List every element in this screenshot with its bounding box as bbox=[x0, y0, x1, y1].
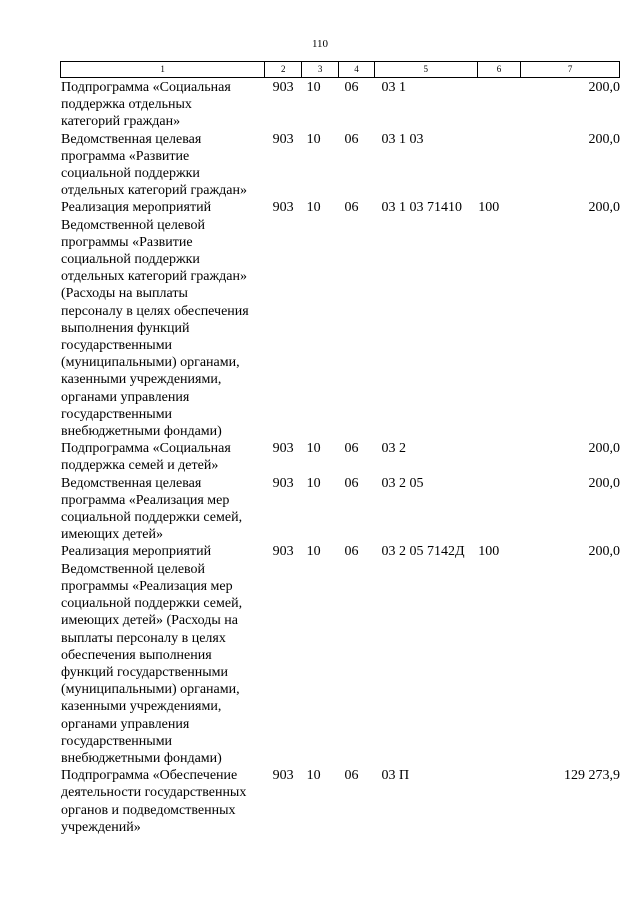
description-line: Подпрограмма «Обеспечение bbox=[61, 768, 238, 784]
row-col-6 bbox=[478, 475, 522, 544]
description-line: (муниципальными) органами, bbox=[61, 682, 240, 698]
description-line: Ведомственная целевая bbox=[61, 131, 202, 147]
row-col-6 bbox=[478, 767, 522, 836]
description-line: обеспечения выполнения bbox=[61, 647, 212, 663]
description-line: Реализация мероприятий bbox=[61, 544, 212, 560]
row-col-5: 03 2 bbox=[381, 441, 406, 457]
header-col-1: 1 bbox=[61, 62, 265, 77]
table-row bbox=[60, 543, 620, 767]
description-line: функций государственными bbox=[61, 664, 229, 680]
description-line: (Расходы на выплаты bbox=[61, 286, 188, 302]
header-col-7: 7 bbox=[567, 64, 573, 74]
description-line: Реализация мероприятий bbox=[61, 200, 212, 216]
description-line: поддержка семей и детей» bbox=[61, 458, 219, 474]
description-line: казенными учреждениями, bbox=[61, 699, 222, 715]
description-line: персоналу в целях обеспечения bbox=[61, 303, 249, 319]
description-line: категорий граждан» bbox=[61, 114, 181, 130]
table-row bbox=[60, 475, 620, 544]
row-description bbox=[60, 131, 266, 200]
row-description bbox=[60, 767, 266, 836]
row-col-3: 10 bbox=[306, 131, 321, 147]
row-col-7: 200,0 bbox=[588, 475, 620, 491]
description-line: Ведомственная целевая bbox=[61, 475, 202, 491]
description-line: Ведомственной целевой bbox=[61, 217, 206, 233]
page-number: 110 bbox=[311, 38, 329, 50]
table-row bbox=[60, 131, 620, 200]
description-line: органами управления bbox=[61, 389, 190, 405]
row-col-3: 10 bbox=[306, 441, 321, 457]
row-col-4: 06 bbox=[344, 441, 359, 457]
header-col-3: 3 bbox=[302, 62, 339, 77]
description-line: отдельных категорий граждан» bbox=[61, 183, 247, 199]
row-col-7: 200,0 bbox=[588, 441, 620, 457]
description-line: Ведомственной целевой bbox=[61, 561, 206, 577]
row-col-3: 10 bbox=[306, 80, 321, 95]
description-line: государственными bbox=[61, 733, 173, 749]
header-col-5: 5 bbox=[375, 62, 478, 77]
description-line: социальной поддержки bbox=[61, 252, 200, 268]
row-col-6 bbox=[478, 79, 522, 131]
row-description bbox=[60, 199, 266, 440]
description-line: программы «Развитие bbox=[61, 234, 193, 250]
description-line: выполнения функций bbox=[61, 320, 190, 336]
row-col-3: 10 bbox=[306, 200, 321, 216]
header-col-2: 2 bbox=[265, 62, 302, 77]
row-col-6: 100 bbox=[478, 544, 500, 560]
description-line: программы «Реализация мер bbox=[61, 578, 233, 594]
row-col-2: 903 bbox=[272, 200, 294, 216]
description-line: отдельных категорий граждан» bbox=[61, 269, 247, 285]
row-col-2: 903 bbox=[272, 768, 294, 784]
row-col-7: 200,0 bbox=[588, 131, 620, 147]
description-line: учреждений» bbox=[61, 819, 141, 835]
description-line: государственными bbox=[61, 406, 173, 422]
description-line: поддержка отдельных bbox=[61, 97, 192, 113]
row-description bbox=[60, 543, 266, 767]
row-col-3: 10 bbox=[306, 475, 321, 491]
row-col-6 bbox=[478, 131, 522, 200]
header-col-6: 6 bbox=[478, 62, 522, 77]
description-line: деятельности государственных bbox=[61, 785, 247, 801]
row-col-2: 903 bbox=[272, 131, 294, 147]
row-col-5: 03 П bbox=[381, 768, 410, 784]
row-col-7: 200,0 bbox=[588, 544, 620, 560]
description-line: социальной поддержки семей, bbox=[61, 596, 243, 612]
table-header bbox=[60, 61, 620, 78]
row-col-6 bbox=[478, 440, 522, 474]
description-line: органов и подведомственных bbox=[61, 802, 236, 818]
row-col-2: 903 bbox=[272, 475, 294, 491]
table-row bbox=[60, 440, 620, 474]
row-description bbox=[60, 79, 266, 131]
row-col-4: 06 bbox=[344, 80, 359, 95]
row-col-3: 10 bbox=[306, 544, 321, 560]
row-col-5: 03 1 03 71410 bbox=[381, 200, 462, 216]
row-description bbox=[60, 475, 266, 544]
description-line: программа «Развитие bbox=[61, 148, 190, 164]
row-col-5: 03 1 03 bbox=[381, 131, 424, 147]
row-col-2: 903 bbox=[272, 441, 294, 457]
row-col-3: 10 bbox=[306, 768, 321, 784]
description-line: казенными учреждениями, bbox=[61, 372, 222, 388]
description-line: (муниципальными) органами, bbox=[61, 355, 240, 371]
row-col-5: 03 2 05 bbox=[381, 475, 424, 491]
row-col-2: 903 bbox=[272, 80, 294, 95]
row-col-4: 06 bbox=[344, 544, 359, 560]
row-col-4: 06 bbox=[344, 475, 359, 491]
table-row bbox=[60, 199, 620, 440]
description-line: Подпрограмма «Социальная bbox=[61, 80, 231, 95]
description-line: социальной поддержки семей, bbox=[61, 510, 243, 526]
description-line: имеющих детей» (Расходы на bbox=[61, 613, 238, 629]
header-col-4: 4 bbox=[339, 62, 375, 77]
row-col-5: 03 2 05 7142Д bbox=[381, 544, 465, 560]
description-line: государственными bbox=[61, 338, 173, 354]
description-line: программа «Реализация мер bbox=[61, 492, 230, 508]
row-col-7: 200,0 bbox=[588, 200, 620, 216]
row-col-4: 06 bbox=[344, 131, 359, 147]
description-line: внебюджетными фондами) bbox=[61, 424, 222, 440]
description-line: органами управления bbox=[61, 716, 190, 732]
row-col-7: 129 273,9 bbox=[563, 768, 620, 784]
row-description bbox=[60, 440, 266, 474]
row-col-4: 06 bbox=[344, 768, 359, 784]
row-col-7: 200,0 bbox=[588, 80, 620, 95]
table-body bbox=[60, 79, 620, 836]
description-line: внебюджетными фондами) bbox=[61, 750, 222, 766]
row-col-4: 06 bbox=[344, 200, 359, 216]
table-row bbox=[60, 79, 620, 131]
row-col-5: 03 1 bbox=[381, 80, 406, 95]
description-line: Подпрограмма «Социальная bbox=[61, 441, 231, 457]
description-line: выплаты персоналу в целях bbox=[61, 630, 226, 646]
row-col-2: 903 bbox=[272, 544, 294, 560]
row-col-6: 100 bbox=[478, 200, 500, 216]
table-row bbox=[60, 767, 620, 836]
description-line: социальной поддержки bbox=[61, 166, 200, 182]
description-line: имеющих детей» bbox=[61, 527, 163, 543]
